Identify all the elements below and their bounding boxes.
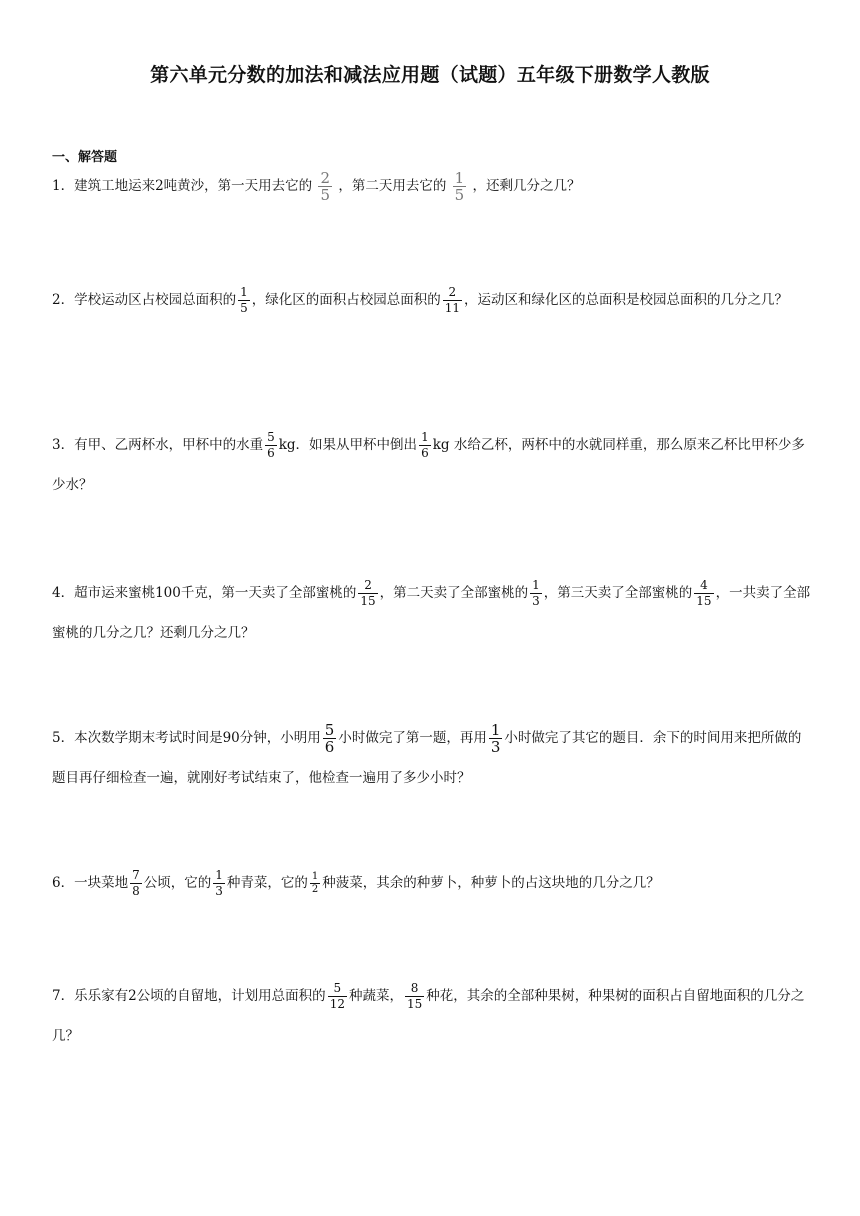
problem-number: 2． — [52, 292, 75, 308]
problem-number: 6． — [52, 875, 75, 891]
problem-6 — [52, 863, 812, 903]
fraction — [318, 170, 332, 203]
problem-number: 1． — [52, 178, 75, 194]
denominator: 5 — [454, 186, 465, 204]
problem-text: 小时做完了第一题，再用 — [338, 730, 487, 746]
problem-text: 公顷，它的 — [143, 875, 212, 891]
numerator: 1 — [215, 868, 223, 882]
denominator: 6 — [267, 446, 275, 460]
denominator: 12 — [329, 997, 345, 1011]
denominator: 3 — [215, 884, 223, 898]
fraction — [419, 430, 431, 461]
problem-text: 建筑工地运来2吨黄沙，第一天用去它的 — [74, 178, 313, 194]
problem-text: 学校运动区占校园总面积的 — [74, 292, 237, 308]
problem-number: 3． — [52, 437, 75, 453]
problem-text: ，还剩几分之几？ — [472, 178, 581, 194]
numerator: 5 — [267, 430, 275, 444]
denominator: 3 — [532, 594, 540, 608]
numerator: 1 — [490, 721, 501, 739]
problem-text: ，第二天用去它的 — [338, 178, 447, 194]
problem-text: kg．如果从甲杯中倒出 — [278, 437, 418, 453]
numerator: 5 — [324, 721, 335, 739]
denominator: 6 — [324, 738, 335, 756]
numerator: 2 — [358, 578, 377, 594]
denominator: 15 — [696, 594, 712, 608]
problem-number: 4． — [52, 585, 75, 601]
problem-text: 种菠菜，其余的种萝卜，种萝卜的占这块地的几分之几？ — [322, 875, 660, 891]
problem-1 — [52, 166, 812, 206]
fraction — [238, 285, 250, 316]
denominator: 6 — [421, 446, 429, 460]
numerator: 1 — [311, 871, 319, 882]
problem-text: ，一共卖了全部蜜桃的几分之几？还剩几分之几？ — [52, 585, 811, 641]
problem-number: 7． — [52, 988, 75, 1004]
numerator: 2 — [443, 285, 462, 301]
fraction — [130, 868, 142, 899]
numerator: 2 — [320, 169, 331, 187]
problem-7 — [52, 976, 812, 1056]
numerator: 4 — [694, 578, 713, 594]
fraction — [530, 578, 542, 609]
denominator: 15 — [360, 594, 376, 608]
problem-5 — [52, 718, 812, 798]
problem-text: 一块菜地 — [74, 875, 129, 891]
problem-text: ，第二天卖了全部蜜桃的 — [379, 585, 529, 601]
problem-text: 种青菜，它的 — [226, 875, 308, 891]
problem-number: 5． — [52, 730, 75, 746]
numerator: 7 — [132, 868, 140, 882]
fraction — [489, 722, 503, 755]
problem-2 — [52, 280, 812, 320]
problem-4 — [52, 573, 812, 653]
section-heading: 一、解答题 — [52, 150, 118, 165]
numerator: 1 — [421, 430, 429, 444]
denominator: 15 — [406, 997, 423, 1011]
denominator: 5 — [320, 186, 331, 204]
fraction — [443, 285, 462, 316]
numerator: 1 — [532, 578, 540, 592]
fraction — [405, 981, 424, 1012]
denominator: 8 — [132, 884, 140, 898]
denominator: 2 — [311, 884, 319, 895]
problem-3 — [52, 425, 812, 505]
denominator: 5 — [240, 301, 248, 315]
denominator: 11 — [444, 301, 461, 315]
fraction — [358, 578, 377, 609]
numerator: 8 — [405, 981, 424, 997]
page-title: 第六单元分数的加法和减法应用题（试题）五年级下册数学人教版 — [150, 64, 710, 86]
problem-text: ，第三天卖了全部蜜桃的 — [543, 585, 693, 601]
problem-text: 超市运来蜜桃100千克，第一天卖了全部蜜桃的 — [74, 585, 357, 601]
fraction — [328, 981, 347, 1012]
problem-text: ，运动区和绿化区的总面积是校园总面积的几分之几？ — [464, 292, 789, 308]
problem-text: 有甲、乙两杯水，甲杯中的水重 — [74, 437, 264, 453]
numerator: 1 — [240, 285, 248, 299]
fraction — [453, 170, 467, 203]
problem-text: 小时做完了其它的题目．余下的时间用来把所做的题目再仔细检查一遍，就刚好考试结束了，他检查一遍用了多少小时？ — [52, 730, 802, 786]
fraction — [310, 871, 320, 896]
problem-text: 本次数学期末考试时间是90分钟，小明用 — [74, 730, 321, 746]
denominator: 3 — [490, 738, 501, 756]
problem-text: ，绿化区的面积占校园总面积的 — [251, 292, 441, 308]
problem-text: 种花，其余的全部种果树，种果树的面积占自留地面积的几分之几？ — [52, 988, 805, 1044]
numerator: 5 — [328, 981, 347, 997]
problem-text: kg 水给乙杯，两杯中的水就同样重，那么原来乙杯比甲杯少多少水？ — [52, 437, 805, 493]
fraction — [694, 578, 713, 609]
fraction — [323, 722, 337, 755]
fraction — [265, 430, 277, 461]
problem-text: 乐乐家有2公顷的自留地，计划用总面积的 — [74, 988, 326, 1004]
problem-text: 种蔬菜， — [348, 988, 403, 1004]
numerator: 1 — [454, 169, 465, 187]
fraction — [213, 868, 225, 899]
